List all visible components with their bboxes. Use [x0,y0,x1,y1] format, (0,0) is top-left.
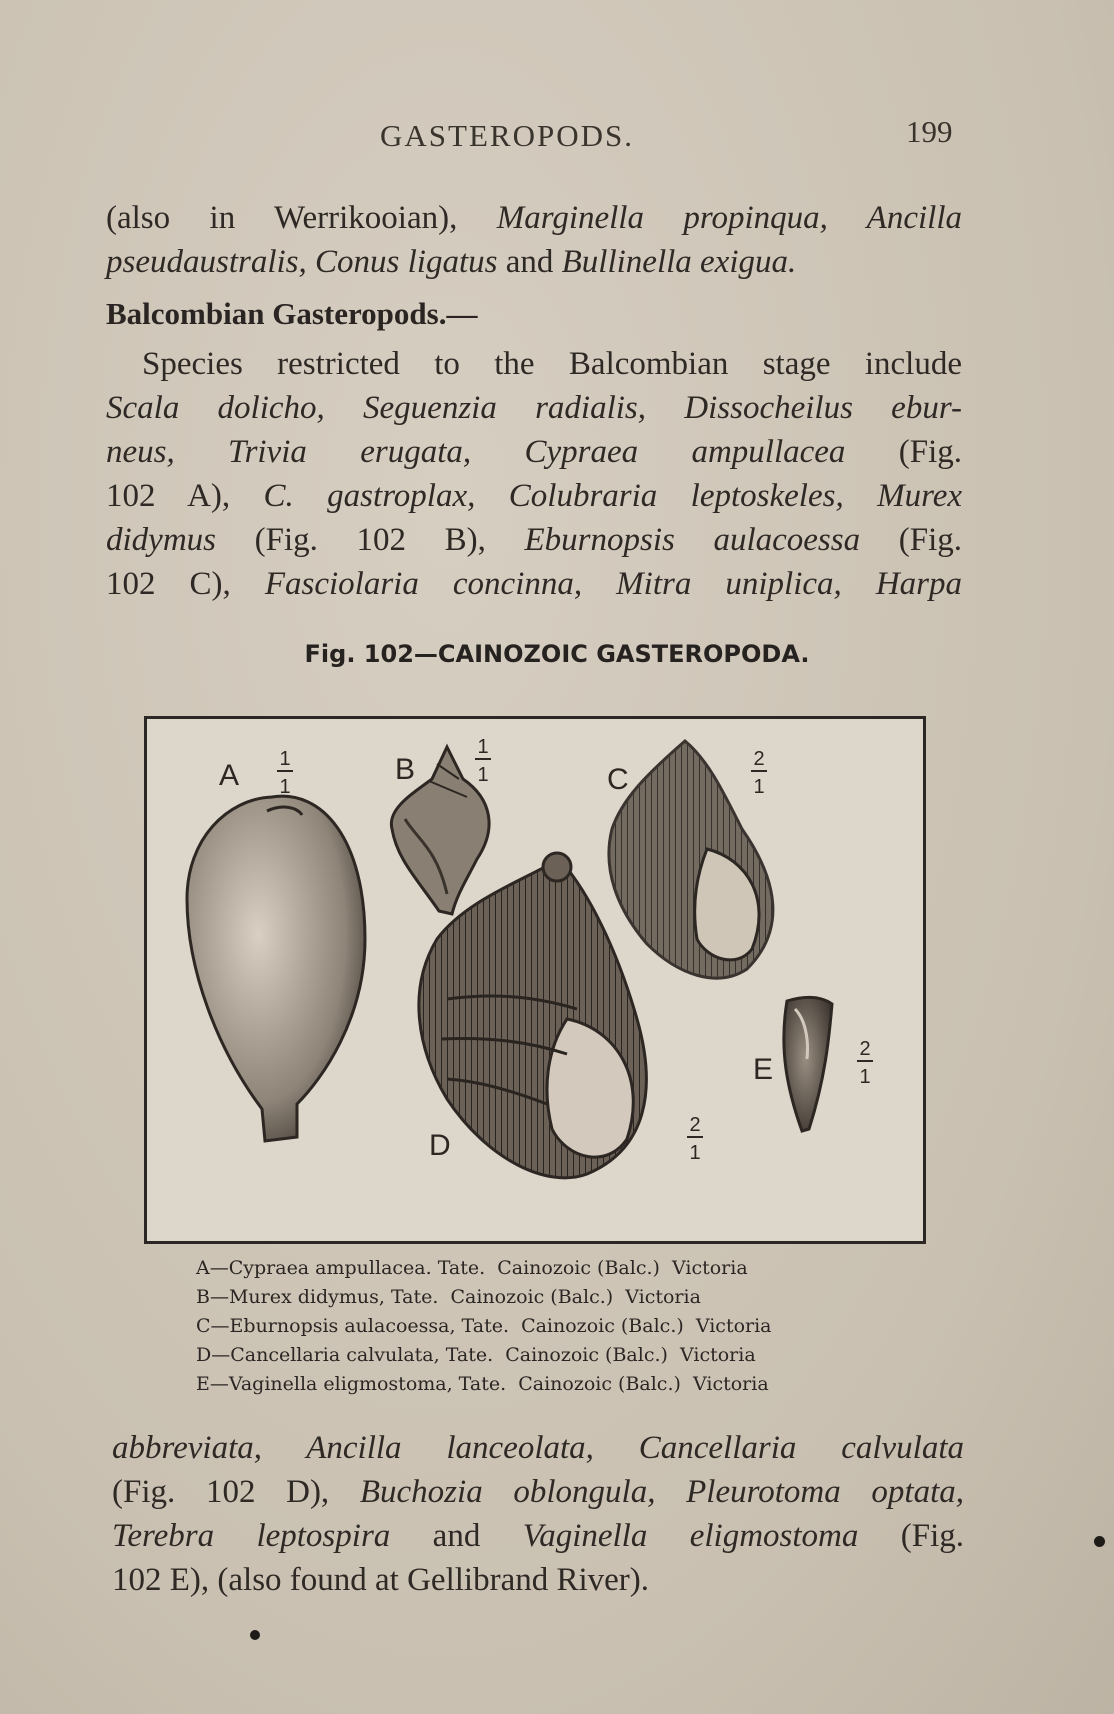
shell-a [187,796,365,1141]
scale-e-num: 2 [859,1038,871,1060]
text-line: 102 E), (also found at Gellibrand River). [112,1562,650,1598]
section-heading: Balcombian Gasteropods.— [106,296,478,331]
scale-b-den: 1 [477,764,489,786]
ink-speck [250,1630,260,1640]
paragraph-bottom [112,1426,964,1602]
scale-e-den: 1 [859,1066,871,1088]
scale-d-den: 1 [689,1142,701,1164]
figure-legend [196,1254,936,1399]
scale-c-num: 2 [753,748,765,770]
legend-row: B—Murex didymus, Tate. Cainozoic (Balc.) Victoria [196,1286,701,1308]
text-line: Species restricted to the Balcombian stage include [142,346,962,382]
text-line: didymus (Fig. 102 B), Eburnopsis aulacoessa (Fig. [106,522,963,558]
scale-d-num: 2 [689,1114,701,1136]
legend-row: E—Vaginella eligmostoma, Tate. Cainozoic (Balc.) Victoria [196,1373,769,1395]
section-paragraph [106,342,962,606]
figure-caption: Fig. 102—CAINOZOIC GASTEROPODA. [304,640,810,668]
text-line: neus, Trivia erugata, Cypraea ampullacea (Fig. [106,434,962,470]
figure-illustration [144,716,926,1244]
legend-row: D—Cancellaria calvulata, Tate. Cainozoic (Balc.) Victoria [196,1344,756,1366]
shell-c [609,741,773,978]
label-d: D [429,1129,451,1162]
scale-b-num: 1 [477,736,489,758]
label-c: C [607,763,629,796]
label-a: A [219,759,240,792]
text-line: 102 A), C. gastroplax, Colubraria leptoskeles, Murex [106,478,962,514]
text-line: 102 C), Fasciolaria concinna, Mitra uniplica, Harpa [106,566,963,602]
legend-row: C—Eburnopsis aulacoessa, Tate. Cainozoic (Balc.) Victoria [196,1315,772,1337]
label-b: B [395,753,416,786]
text-line: (Fig. 102 D), Buchozia oblongula, Pleurotoma optata, [112,1474,964,1510]
shells-drawing [147,719,923,1241]
page-number: 199 [906,114,953,149]
scale-a-num: 1 [279,748,291,770]
scale-a-den: 1 [279,776,291,798]
text-line: (also in Werrikooian), Marginella propinqua, Ancilla [106,200,962,236]
shell-e [784,997,832,1131]
text-line: abbreviata, Ancilla lanceolata, Cancellaria calvulata [112,1430,964,1466]
text-line: pseudaustralis, Conus ligatus and Bullinella exigua. [106,244,797,280]
legend-row: A—Cypraea ampullacea. Tate. Cainozoic (Balc.) Victoria [196,1257,748,1279]
running-title: GASTEROPODS. [380,118,634,153]
text-line: Scala dolicho, Seguenzia radialis, Dissocheilus ebur- [106,390,962,426]
scale-c-den: 1 [753,776,765,798]
paragraph-continued [106,196,962,284]
ink-speck [1094,1536,1105,1547]
label-e: E [753,1053,774,1086]
text-line: Terebra leptospira and Vaginella eligmostoma (Fig. [112,1518,965,1554]
